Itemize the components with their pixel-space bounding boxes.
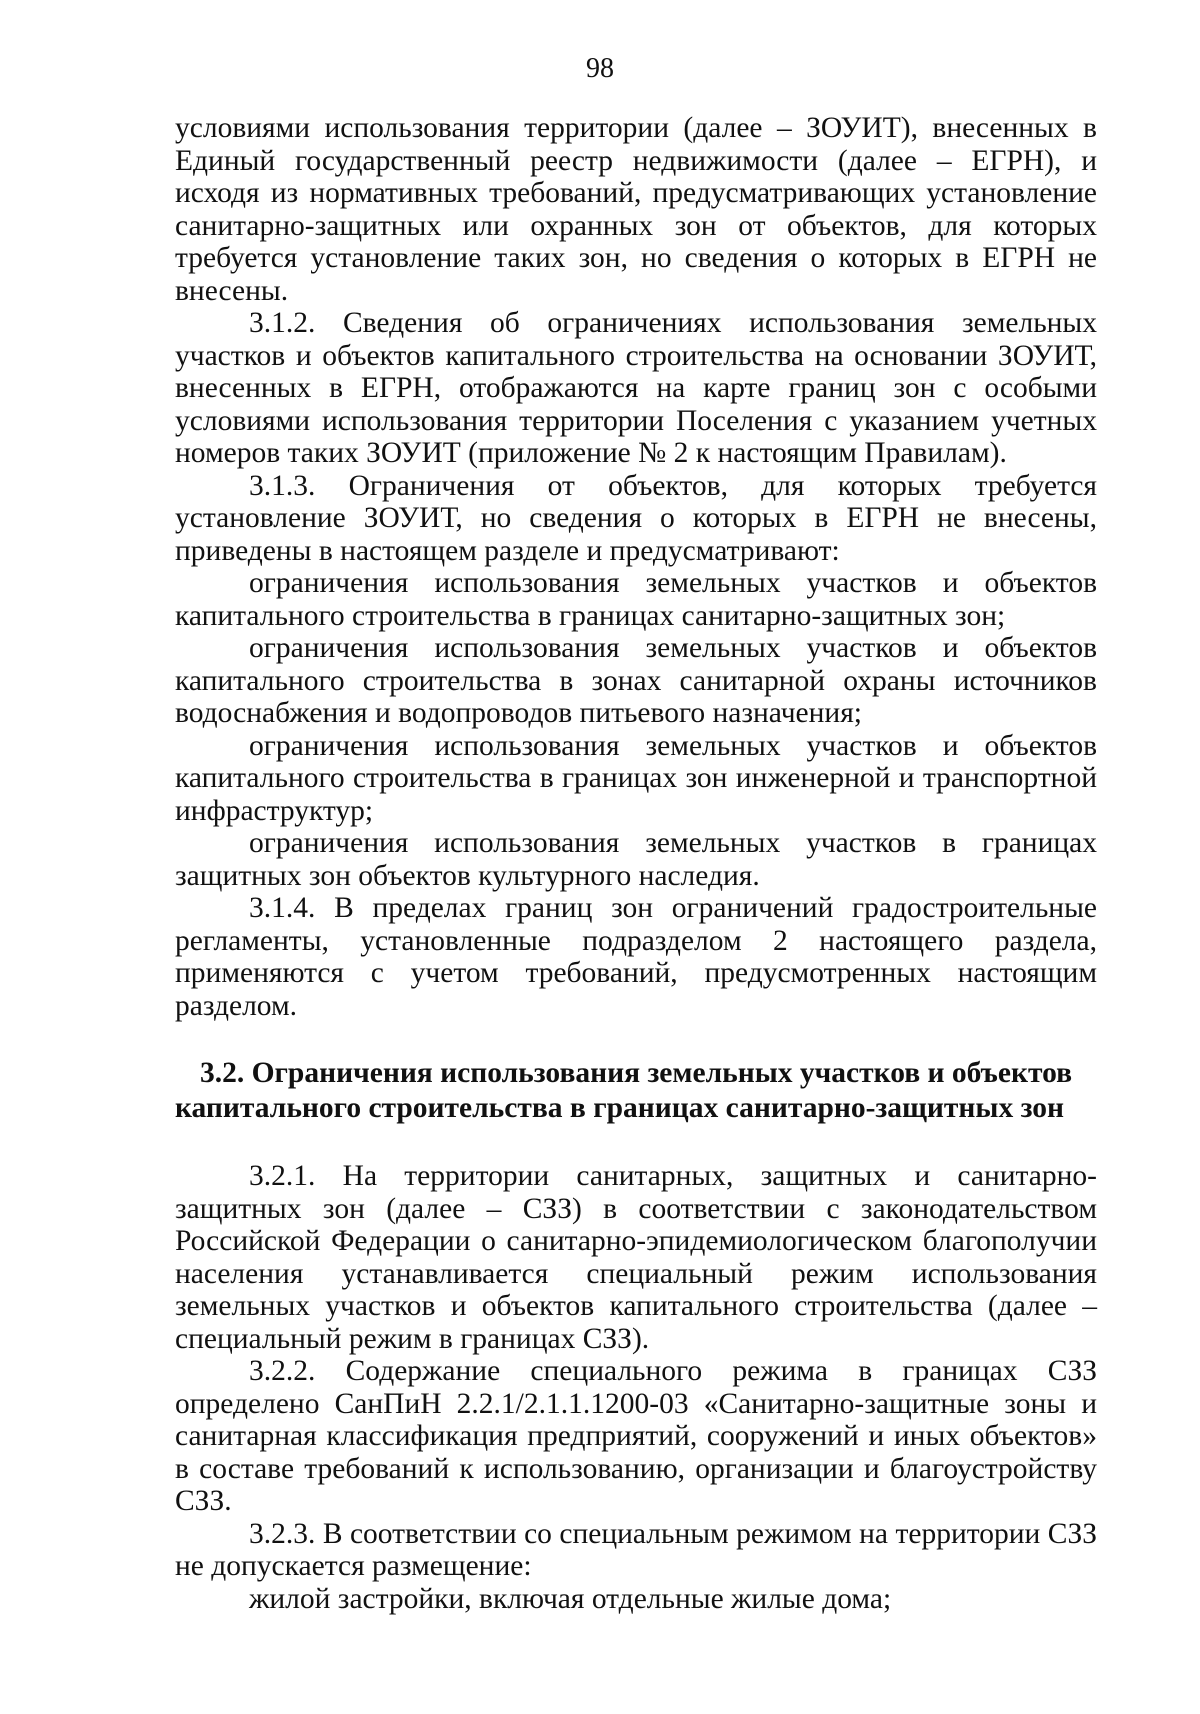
list-item-cultural-heritage-zones: ограничения использования земельных участков в границах защитных зон объектов культурного наследия. <box>175 827 1097 892</box>
paragraph-3-1-4: 3.1.4. В пределах границ зон ограничений градостроительные регламенты, установленные подразделом 2 настоящего раздела, применяются с учетом требований, предусмотренных настоящим разделом. <box>175 892 1097 1022</box>
page-body <box>175 112 1097 1615</box>
list-item-infrastructure-zones: ограничения использования земельных участков и объектов капитального строительства в границах зон инженерной и транспортной инфраструктур; <box>175 729 1097 827</box>
list-item-sanitary-zones: ограничения использования земельных участков и объектов капитального строительства в границах санитарно-защитных зон; <box>175 567 1097 632</box>
paragraph-3-2-3: 3.2.3. В соответствии со специальным режимом на территории СЗЗ не допускается размещение: <box>175 1517 1097 1582</box>
paragraph-3-2-2: 3.2.2. Содержание специального режима в границах СЗЗ определено СанПиН 2.2.1/2.1.1.1200-03 «Санитарно-защитные зоны и санитарная классификация предприятий, сооружений и иных объектов» в составе требований к использованию, организации и благоустройству СЗЗ. <box>175 1355 1097 1517</box>
paragraph-zouit-continuation: условиями использования территории (далее – ЗОУИТ), внесенных в Единый государственный реестр недвижимости (далее – ЕГРН), и исходя из нормативных требований, предусматривающих установление санитарно-защитных или охранных зон от объектов, для которых требуется установление таких зон, но сведения о которых в ЕГРН не внесены. <box>175 112 1097 307</box>
section-heading-3-2: 3.2. Ограничения использования земельных участков и объектов капитального строительства в границах санитарно-защитных зон <box>175 1057 1073 1124</box>
paragraph-3-1-2: 3.1.2. Сведения об ограничениях использования земельных участков и объектов капитального строительства на основании ЗОУИТ, внесенных в ЕГРН, отображаются на карте границ зон с особыми условиями использования территории Поселения с указанием учетных номеров таких ЗОУИТ (приложение № 2 к настоящим Правилам). <box>175 307 1097 469</box>
list-item-residential: жилой застройки, включая отдельные жилые дома; <box>249 1582 892 1615</box>
list-item-water-supply-zones: ограничения использования земельных участков и объектов капитального строительства в зонах санитарной охраны источников водоснабжения и водопроводов питьевого назначения; <box>175 632 1097 729</box>
paragraph-3-1-3: 3.1.3. Ограничения от объектов, для которых требуется установление ЗОУИТ, но сведения о которых в ЕГРН не внесены, приведены в настоящем разделе и предусматривают: <box>175 469 1097 567</box>
page-number: 98 <box>586 53 614 84</box>
paragraph-3-2-1: 3.2.1. На территории санитарных, защитных и санитарно-защитных зон (далее – СЗЗ) в соответствии с законодательством Российской Федерации о санитарно-эпидемиологическом благополучии населения устанавливается специальный режим использования земельных участков и объектов капитального строительства (далее – специальный режим в границах СЗЗ). <box>175 1160 1097 1355</box>
